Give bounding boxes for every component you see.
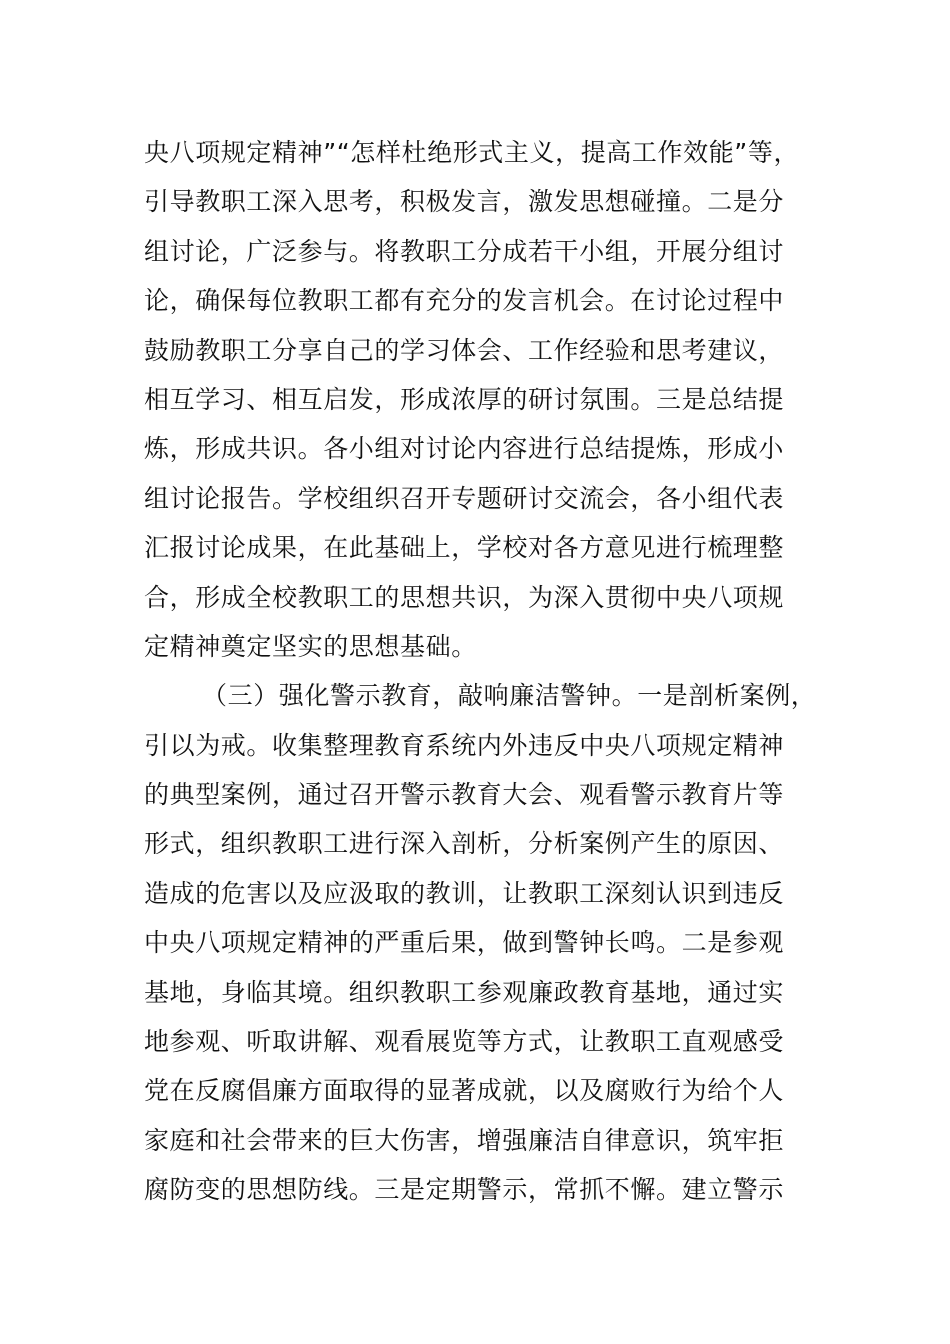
text-line: 的典型案例，通过召开警示教育大会、观看警示教育片等	[144, 780, 785, 810]
section-heading-line: （三）强化警示教育，敲响廉洁警钟。一是剖析案例，	[202, 681, 817, 711]
text-line: 央八项规定精神”“怎样杜绝形式主义，提高工作效能”等，	[144, 138, 800, 167]
text-line: 腐防变的思想防线。三是定期警示，常抓不懈。建立警示	[144, 1175, 785, 1205]
text-line: 相互学习、相互启发，形成浓厚的研讨氛围。三是总结提	[144, 384, 785, 414]
text-line: 定精神奠定坚实的思想基础。	[144, 631, 477, 661]
text-line: 基地，身临其境。组织教职工参观廉政教育基地，通过实	[144, 977, 785, 1007]
text-line: 形式，组织教职工进行深入剖析，分析案例产生的原因、	[144, 829, 785, 859]
text-line: 造成的危害以及应汲取的教训，让教职工深刻认识到违反	[144, 878, 785, 908]
text-line: 鼓励教职工分享自己的学习体会、工作经验和思考建议，	[144, 335, 785, 365]
text-line: 引导教职工深入思考，积极发言，激发思想碰撞。二是分	[144, 187, 785, 217]
text-line: 组讨论，广泛参与。将教职工分成若干小组，开展分组讨	[144, 236, 785, 266]
text-line: 党在反腐倡廉方面取得的显著成就，以及腐败行为给个人	[144, 1076, 785, 1106]
body-text	[144, 128, 824, 1215]
text-line: 论，确保每位教职工都有充分的发言机会。在讨论过程中	[144, 286, 785, 316]
text-line: 组讨论报告。学校组织召开专题研讨交流会，各小组代表	[144, 483, 785, 513]
text-line: 家庭和社会带来的巨大伤害，增强廉洁自律意识，筑牢拒	[144, 1125, 785, 1155]
text-line: 合，形成全校教职工的思想共识，为深入贯彻中央八项规	[144, 582, 785, 612]
text-line: 中央八项规定精神的严重后果，做到警钟长鸣。二是参观	[144, 928, 785, 958]
text-line: 引以为戒。收集整理教育系统内外违反中央八项规定精神	[144, 730, 785, 760]
text-line: 地参观、听取讲解、观看展览等方式，让教职工直观感受	[144, 1027, 785, 1057]
text-line: 炼，形成共识。各小组对讨论内容进行总结提炼，形成小	[144, 434, 785, 464]
text-line: 汇报讨论成果，在此基础上，学校对各方意见进行梳理整	[144, 533, 785, 563]
